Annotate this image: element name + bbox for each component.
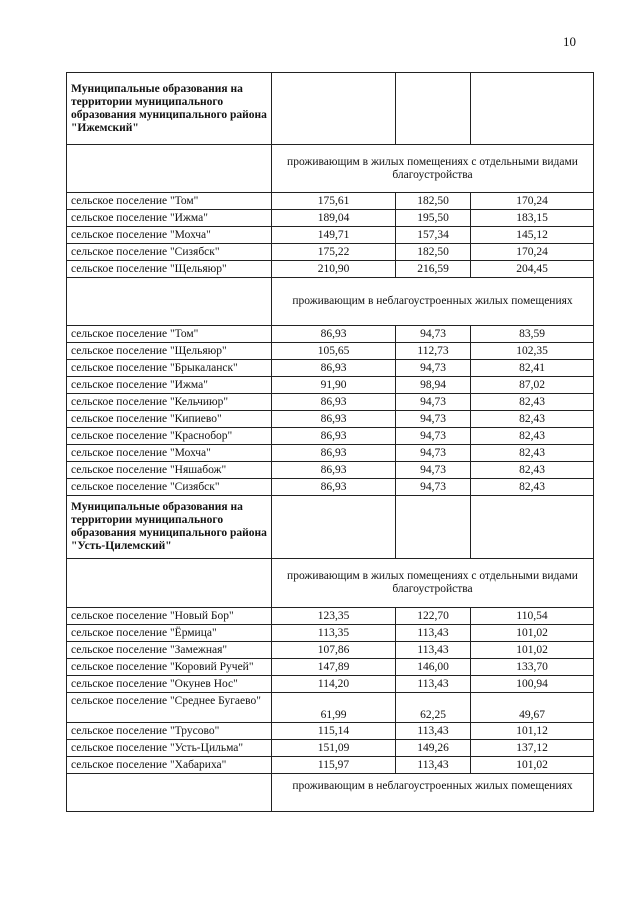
category-label: проживающим в жилых помещениях с отдельными видами благоустройства bbox=[272, 145, 594, 193]
table-row bbox=[67, 428, 594, 445]
value-cell: 195,50 bbox=[396, 210, 471, 227]
value-cell: 157,34 bbox=[396, 227, 471, 244]
settlement-name: сельское поселение "Мохча" bbox=[67, 445, 272, 462]
settlement-name: сельское поселение "Ижма" bbox=[67, 377, 272, 394]
value-cell: 101,02 bbox=[471, 757, 594, 774]
settlement-name: сельское поселение "Замежная" bbox=[67, 642, 272, 659]
settlement-name: сельское поселение "Кельчиюр" bbox=[67, 394, 272, 411]
value-cell: 182,50 bbox=[396, 193, 471, 210]
value-cell: 86,93 bbox=[272, 428, 396, 445]
table-row bbox=[67, 445, 594, 462]
value-cell: 113,43 bbox=[396, 625, 471, 642]
value-cell: 101,02 bbox=[471, 642, 594, 659]
table-row bbox=[67, 394, 594, 411]
value-cell: 101,12 bbox=[471, 723, 594, 740]
category-label: проживающим в неблагоустроенных жилых помещениях bbox=[272, 774, 594, 812]
settlement-name: сельское поселение "Хабариха" bbox=[67, 757, 272, 774]
table-row bbox=[67, 723, 594, 740]
value-cell: 147,89 bbox=[272, 659, 396, 676]
value-cell: 101,02 bbox=[471, 625, 594, 642]
value-cell: 61,99 bbox=[272, 693, 396, 723]
category-label: проживающим в неблагоустроенных жилых помещениях bbox=[272, 278, 594, 326]
value-cell: 114,20 bbox=[272, 676, 396, 693]
value-cell: 170,24 bbox=[471, 244, 594, 261]
settlement-name: сельское поселение "Среднее Бугаево" bbox=[67, 693, 272, 723]
value-cell: 182,50 bbox=[396, 244, 471, 261]
table-row bbox=[67, 642, 594, 659]
table-row bbox=[67, 659, 594, 676]
settlement-name: сельское поселение "Сизябск" bbox=[67, 244, 272, 261]
category-row bbox=[67, 145, 594, 193]
value-cell: 94,73 bbox=[396, 445, 471, 462]
table-row bbox=[67, 479, 594, 496]
value-cell: 94,73 bbox=[396, 326, 471, 343]
value-cell: 210,90 bbox=[272, 261, 396, 278]
value-cell: 146,00 bbox=[396, 659, 471, 676]
value-cell: 82,43 bbox=[471, 428, 594, 445]
value-cell: 115,97 bbox=[272, 757, 396, 774]
value-cell: 98,94 bbox=[396, 377, 471, 394]
value-cell: 91,90 bbox=[272, 377, 396, 394]
settlement-name: сельское поселение "Коровий Ручей" bbox=[67, 659, 272, 676]
category-label: проживающим в жилых помещениях с отдельными видами благоустройства bbox=[272, 559, 594, 608]
settlement-name: сельское поселение "Няшабож" bbox=[67, 462, 272, 479]
value-cell: 83,59 bbox=[471, 326, 594, 343]
table-row bbox=[67, 343, 594, 360]
value-cell: 49,67 bbox=[471, 693, 594, 723]
value-cell: 175,61 bbox=[272, 193, 396, 210]
value-cell: 94,73 bbox=[396, 394, 471, 411]
category-row bbox=[67, 559, 594, 608]
category-row bbox=[67, 774, 594, 812]
value-cell: 122,70 bbox=[396, 608, 471, 625]
value-cell: 82,41 bbox=[471, 360, 594, 377]
value-cell: 62,25 bbox=[396, 693, 471, 723]
value-cell: 113,43 bbox=[396, 757, 471, 774]
value-cell: 82,43 bbox=[471, 394, 594, 411]
settlement-name: сельское поселение "Ёрмица" bbox=[67, 625, 272, 642]
value-cell: 87,02 bbox=[471, 377, 594, 394]
value-cell: 82,43 bbox=[471, 479, 594, 496]
table-row bbox=[67, 360, 594, 377]
value-cell: 86,93 bbox=[272, 360, 396, 377]
table-row bbox=[67, 676, 594, 693]
table-row bbox=[67, 740, 594, 757]
table-row bbox=[67, 377, 594, 394]
value-cell: 100,94 bbox=[471, 676, 594, 693]
settlement-name: сельское поселение "Ижма" bbox=[67, 210, 272, 227]
value-cell: 94,73 bbox=[396, 462, 471, 479]
settlement-name: сельское поселение "Щельяюр" bbox=[67, 261, 272, 278]
table-row bbox=[67, 244, 594, 261]
value-cell: 113,43 bbox=[396, 723, 471, 740]
value-cell: 189,04 bbox=[272, 210, 396, 227]
value-cell: 112,73 bbox=[396, 343, 471, 360]
value-cell: 105,65 bbox=[272, 343, 396, 360]
page-number: 10 bbox=[563, 34, 576, 49]
municipality-title: Муниципальные образования на территории муниципального образования муниципального района "Усть-Цилемский" bbox=[67, 496, 272, 559]
settlement-name: сельское поселение "Трусово" bbox=[67, 723, 272, 740]
value-cell: 133,70 bbox=[471, 659, 594, 676]
value-cell: 86,93 bbox=[272, 462, 396, 479]
settlement-name: сельское поселение "Сизябск" bbox=[67, 479, 272, 496]
settlement-name: сельское поселение "Окунев Нос" bbox=[67, 676, 272, 693]
value-cell: 149,26 bbox=[396, 740, 471, 757]
value-cell: 113,43 bbox=[396, 642, 471, 659]
settlement-name: сельское поселение "Том" bbox=[67, 326, 272, 343]
value-cell: 86,93 bbox=[272, 445, 396, 462]
value-cell: 151,09 bbox=[272, 740, 396, 757]
value-cell: 107,86 bbox=[272, 642, 396, 659]
municipality-title: Муниципальные образования на территории муниципального образования муниципального района "Ижемский" bbox=[67, 73, 272, 145]
value-cell: 113,35 bbox=[272, 625, 396, 642]
value-cell: 86,93 bbox=[272, 479, 396, 496]
value-cell: 82,43 bbox=[471, 445, 594, 462]
value-cell: 94,73 bbox=[396, 428, 471, 445]
value-cell: 204,45 bbox=[471, 261, 594, 278]
settlement-name: сельское поселение "Мохча" bbox=[67, 227, 272, 244]
value-cell: 82,43 bbox=[471, 462, 594, 479]
table-row bbox=[67, 757, 594, 774]
value-cell: 113,43 bbox=[396, 676, 471, 693]
value-cell: 137,12 bbox=[471, 740, 594, 757]
table-row bbox=[67, 227, 594, 244]
table-row bbox=[67, 210, 594, 227]
settlement-name: сельское поселение "Том" bbox=[67, 193, 272, 210]
table-row bbox=[67, 625, 594, 642]
section-header-row bbox=[67, 496, 594, 559]
value-cell: 149,71 bbox=[272, 227, 396, 244]
category-row bbox=[67, 278, 594, 326]
value-cell: 123,35 bbox=[272, 608, 396, 625]
table-row bbox=[67, 261, 594, 278]
table-row bbox=[67, 326, 594, 343]
settlement-name: сельское поселение "Краснобор" bbox=[67, 428, 272, 445]
value-cell: 82,43 bbox=[471, 411, 594, 428]
value-cell: 94,73 bbox=[396, 360, 471, 377]
value-cell: 94,73 bbox=[396, 411, 471, 428]
value-cell: 216,59 bbox=[396, 261, 471, 278]
settlement-name: сельское поселение "Кипиево" bbox=[67, 411, 272, 428]
value-cell: 175,22 bbox=[272, 244, 396, 261]
settlement-name: сельское поселение "Щельяюр" bbox=[67, 343, 272, 360]
value-cell: 102,35 bbox=[471, 343, 594, 360]
settlement-name: сельское поселение "Новый Бор" bbox=[67, 608, 272, 625]
value-cell: 170,24 bbox=[471, 193, 594, 210]
value-cell: 86,93 bbox=[272, 326, 396, 343]
table-row bbox=[67, 411, 594, 428]
settlement-name: сельское поселение "Брыкаланск" bbox=[67, 360, 272, 377]
value-cell: 183,15 bbox=[471, 210, 594, 227]
tariff-table bbox=[66, 72, 594, 812]
value-cell: 110,54 bbox=[471, 608, 594, 625]
table-row bbox=[67, 608, 594, 625]
value-cell: 86,93 bbox=[272, 411, 396, 428]
section-header-row bbox=[67, 73, 594, 145]
value-cell: 115,14 bbox=[272, 723, 396, 740]
table-row bbox=[67, 693, 594, 723]
value-cell: 86,93 bbox=[272, 394, 396, 411]
table-row bbox=[67, 462, 594, 479]
value-cell: 145,12 bbox=[471, 227, 594, 244]
settlement-name: сельское поселение "Усть-Цильма" bbox=[67, 740, 272, 757]
table-row bbox=[67, 193, 594, 210]
value-cell: 94,73 bbox=[396, 479, 471, 496]
